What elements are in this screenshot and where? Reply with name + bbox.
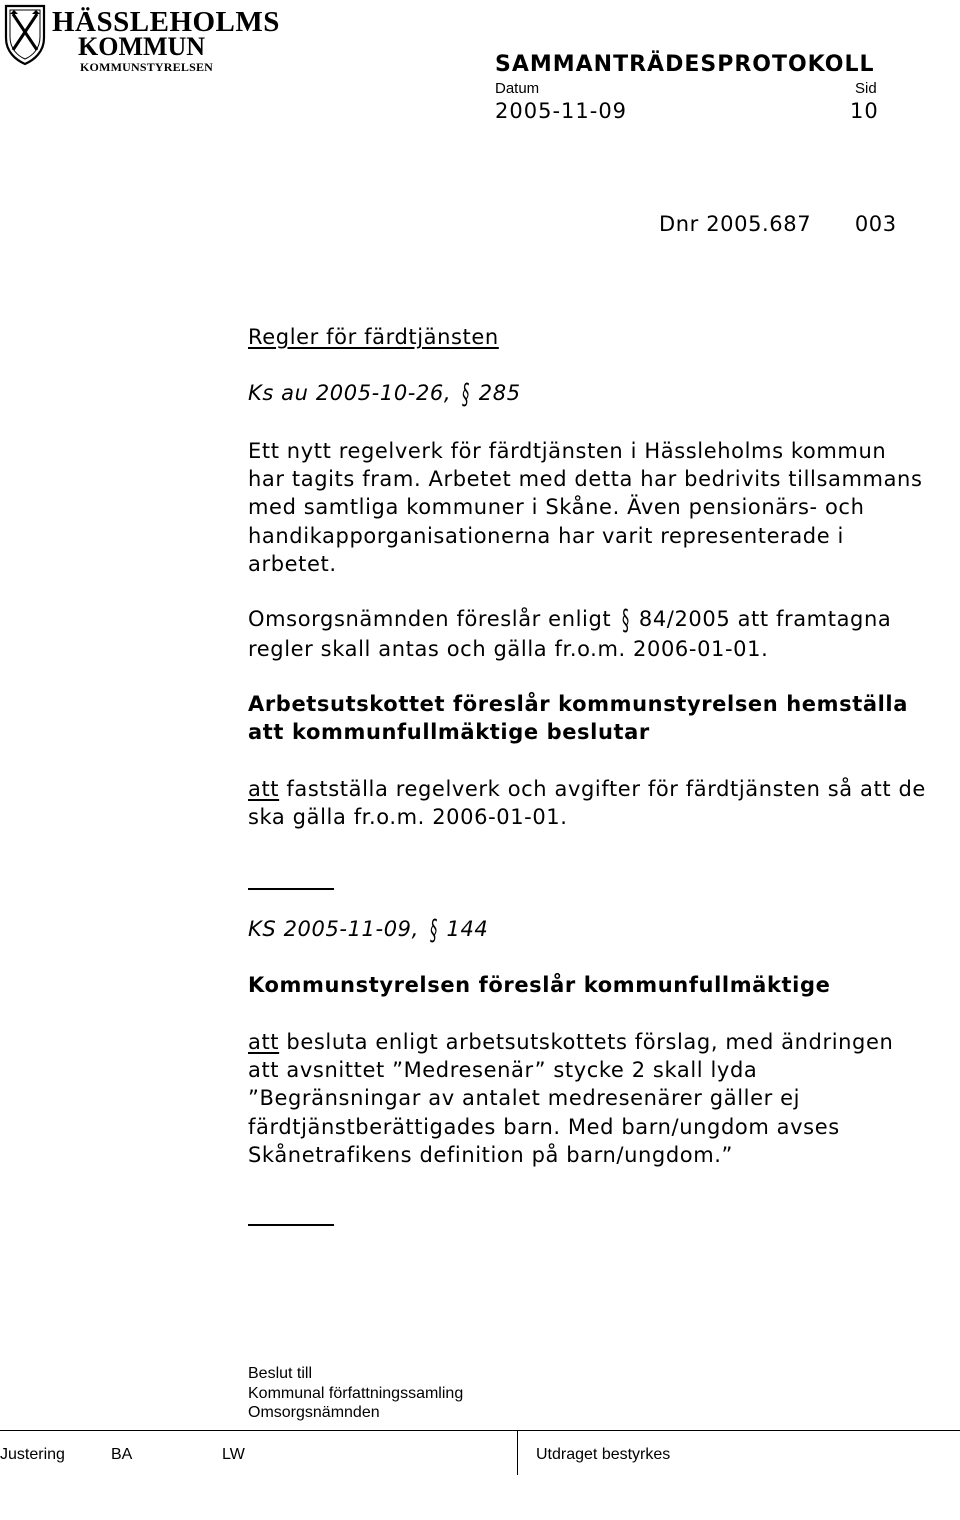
- section-sign-icon: §: [622, 604, 630, 638]
- board-proposal-paragraph: Omsorgsnämnden föreslår enligt § 84/2005 att framtagna regler skall antas och gälla fr.o.m. 2006-01-01.: [248, 604, 892, 662]
- justering-initials-1: BA: [111, 1446, 133, 1463]
- certified-extract-label: Utdraget bestyrkes: [536, 1446, 671, 1463]
- decision-paragraph-1: att fastställa regelverk och avgifter för färdtjänsten så att de ska gälla fr.o.m. 2006-01-01.: [248, 777, 926, 830]
- page-number: 10: [850, 99, 879, 123]
- board-proposal: Kommunstyrelsen föreslår kommunfullmäktige: [248, 973, 831, 997]
- committee-proposal: Arbetsutskottet föreslår kommunstyrelsen hemställa att kommunfullmäktige beslutar: [248, 692, 908, 745]
- footer-rule: [0, 1430, 960, 1431]
- reference-number: 144: [446, 917, 489, 941]
- separator-line: [248, 888, 334, 890]
- footer-divider: [517, 1430, 518, 1475]
- case-heading: Regler för färdtjänsten: [248, 325, 499, 349]
- logo-line-2: KOMMUN: [78, 32, 206, 61]
- separator-line: [248, 1224, 334, 1226]
- att-keyword: att: [248, 1030, 280, 1054]
- justering-label: Justering: [0, 1446, 65, 1463]
- page-label: Sid: [855, 80, 877, 97]
- att-keyword: att: [248, 777, 280, 801]
- decision-paragraph-2: att besluta enligt arbetsutskottets förslag, med ändringen att avsnittet ”Medresenär” stycke 2 skall lyda ”Begränsningar av antalet medresenärer gäller ej färdtjänstberättigades barn. Med barn/ungdom avses Skånetrafikens definition på barn/ungdom.”: [248, 1030, 894, 1167]
- committee-reference: [248, 378, 521, 412]
- section-sign-icon: §: [462, 378, 470, 412]
- logo-line-1: HÄSSLEHOLMS: [52, 6, 280, 38]
- diary-number: Dnr 2005.687 003: [659, 212, 897, 236]
- reference-text: KS 2005-11-09,: [248, 917, 419, 941]
- reference-number: 285: [478, 381, 521, 405]
- meeting-date: 2005-11-09: [495, 99, 628, 123]
- background-paragraph: Ett nytt regelverk för färdtjänsten i Hässleholms kommun har tagits fram. Arbetet med detta har bedrivits tillsammans med samtliga kommuner i Skåne. Även pensionärs- och handikapporganisationerna har varit representerade i arbetet.: [248, 439, 923, 576]
- distribution-item: Omsorgsnämnden: [248, 1404, 380, 1421]
- distribution-title: Beslut till: [248, 1365, 313, 1382]
- date-label: Datum: [495, 80, 540, 97]
- municipality-logo: [0, 0, 280, 84]
- coat-of-arms-icon: [4, 4, 46, 66]
- section-sign-icon: §: [429, 914, 438, 948]
- distribution-list: [248, 1364, 463, 1423]
- protocol-title: SAMMANTRÄDESPROTOKOLL: [495, 52, 875, 77]
- board-reference: [248, 914, 489, 948]
- justering-initials-2: LW: [222, 1446, 245, 1463]
- reference-text: Ks au 2005-10-26,: [248, 381, 452, 405]
- distribution-item: Kommunal författningssamling: [248, 1384, 464, 1402]
- logo-line-3: KOMMUNSTYRELSEN: [80, 60, 214, 74]
